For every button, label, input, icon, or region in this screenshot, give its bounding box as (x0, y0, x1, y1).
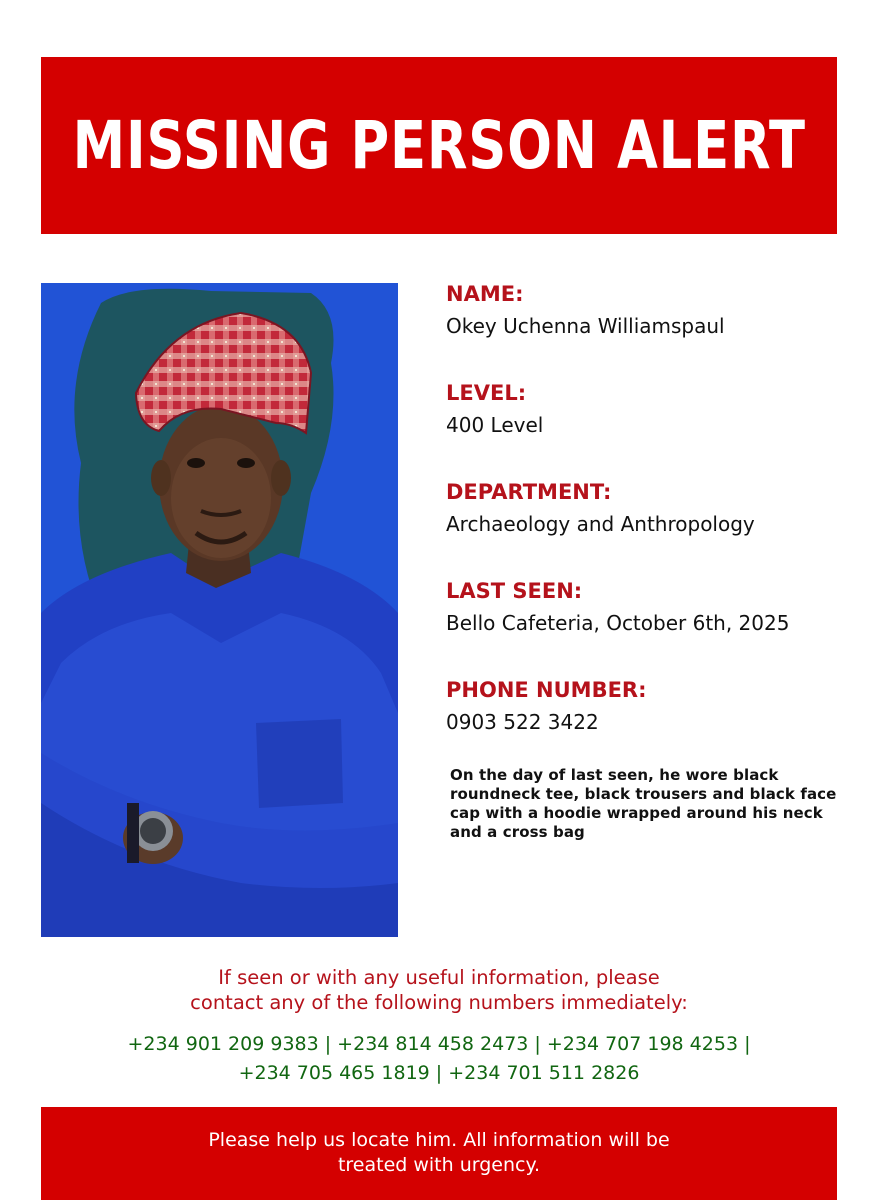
footer-banner (41, 1107, 837, 1200)
clothing-description (450, 766, 840, 842)
field-phone-number (446, 676, 866, 736)
name-value: Okey Uchenna Williamspaul (446, 314, 725, 338)
description-line: and a cross bag (450, 823, 585, 841)
level-value: 400 Level (446, 413, 544, 437)
phone-numbers-line: +234 901 209 9383 | +234 814 458 2473 | +234 707 198 4253 | (127, 1033, 751, 1055)
field-last-seen (446, 577, 866, 637)
contact-prompt-line: If seen or with any useful information, please (218, 966, 660, 989)
description-line: On the day of last seen, he wore black (450, 766, 779, 784)
phone-numbers-line: +234 705 465 1819 | +234 701 511 2826 (238, 1062, 640, 1084)
footer-line: treated with urgency. (337, 1153, 541, 1176)
missing-person-photo (41, 283, 398, 937)
last-seen-value: Bello Cafeteria, October 6th, 2025 (446, 611, 790, 635)
contact-prompt-line: contact any of the following numbers immediately: (190, 991, 688, 1014)
contact-phone-numbers (0, 1030, 878, 1088)
phone-number-label: PHONE NUMBER: (446, 678, 647, 702)
field-department (446, 478, 866, 538)
description-line: cap with a hoodie wrapped around his neck (450, 804, 823, 822)
department-value: Archaeology and Anthropology (446, 512, 755, 536)
footer-message (208, 1128, 669, 1178)
department-label: DEPARTMENT: (446, 480, 612, 504)
phone-number-value: 0903 522 3422 (446, 710, 599, 734)
footer-line: Please help us locate him. All information will be (208, 1128, 670, 1151)
field-name (446, 280, 866, 340)
last-seen-label: LAST SEEN: (446, 579, 583, 603)
contact-prompt (0, 965, 878, 1015)
description-line: roundneck tee, black trousers and black face (450, 785, 837, 803)
header-banner (41, 57, 837, 234)
page-title: MISSING PERSON ALERT (72, 107, 806, 184)
level-label: LEVEL: (446, 381, 527, 405)
name-label: NAME: (446, 282, 524, 306)
field-level (446, 379, 866, 439)
